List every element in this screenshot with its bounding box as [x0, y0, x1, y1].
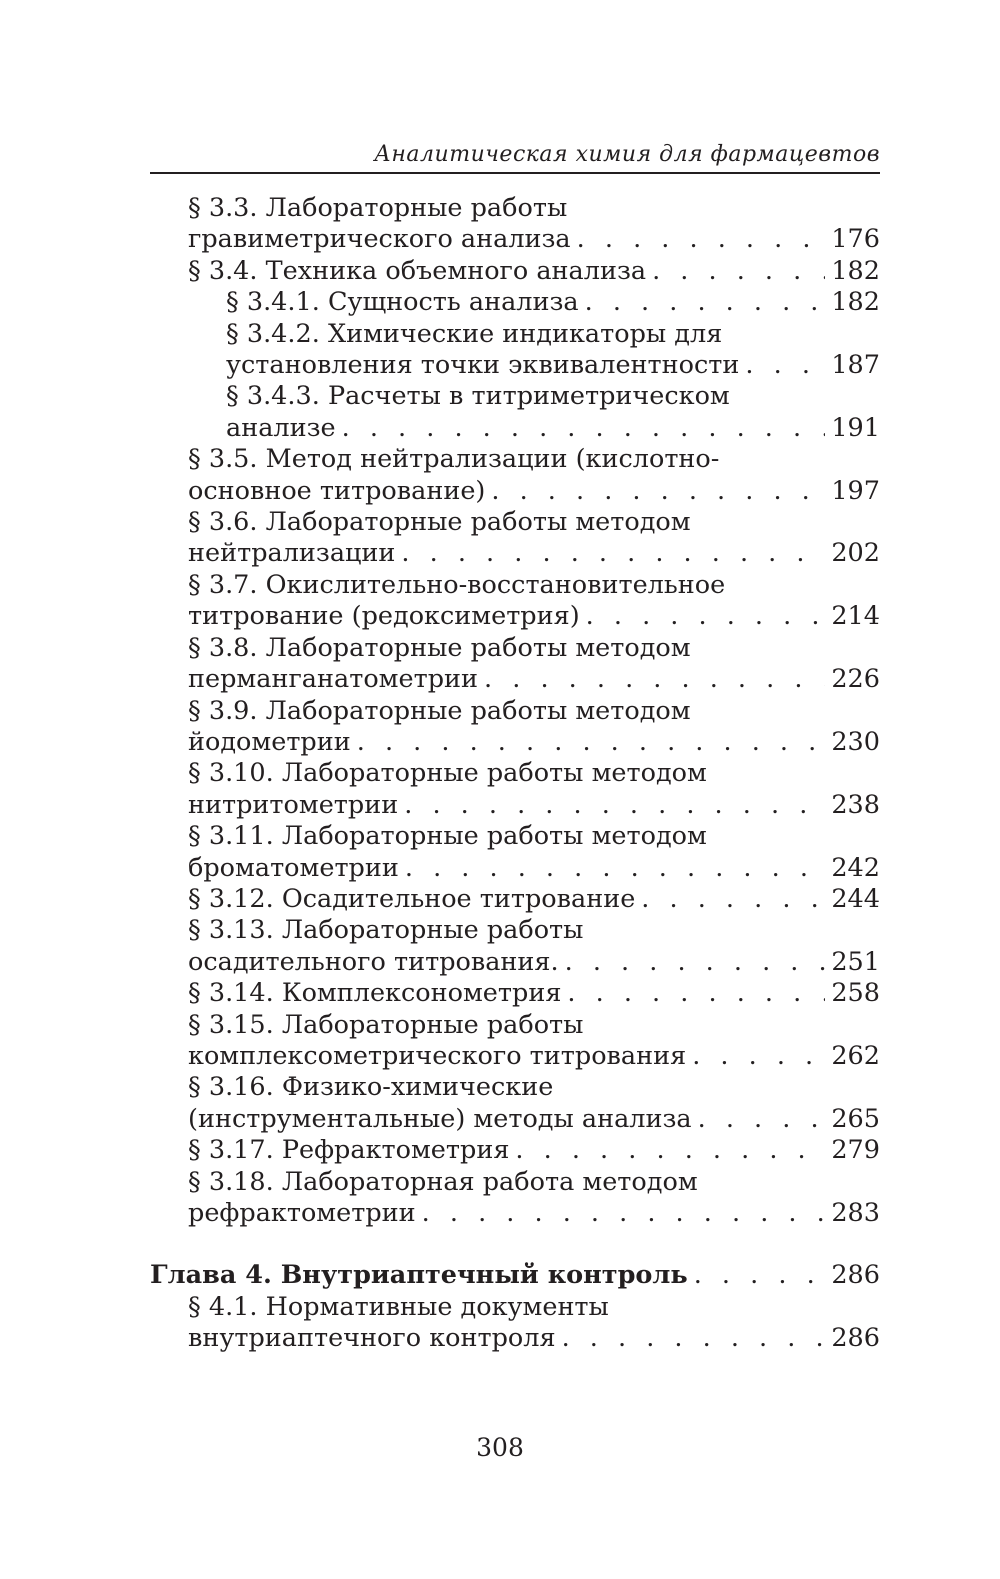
running-header: Аналитическая химия для фармацевтов [374, 142, 880, 167]
toc-entry-3-14[interactable] [150, 978, 880, 1009]
toc-page-number: 258 [831, 978, 880, 1009]
dot-leader [491, 476, 825, 507]
toc-entry-title: § 4.1. Нормативные документы [188, 1291, 609, 1322]
dot-leader [422, 1198, 826, 1229]
toc-entry-title: § 3.18. Лабораторная работа методом [188, 1166, 698, 1197]
toc-entry-title-cont: рефрактометрии [188, 1198, 416, 1228]
toc-entry-title: § 3.7. Окислительно-восстановительное [188, 569, 726, 600]
dot-leader [562, 1323, 826, 1354]
toc-page-number: 187 [831, 350, 880, 381]
toc-entry-title-cont: гравиметрического анализа [188, 224, 571, 255]
toc-page-number: 182 [831, 287, 880, 318]
toc-entry-3-8[interactable] [150, 633, 880, 696]
dot-leader [357, 727, 826, 758]
dot-leader [577, 224, 826, 255]
toc-entry-title: § 3.5. Метод нейтрализации (кислотно- [188, 444, 720, 475]
toc-page-number: 226 [831, 664, 880, 695]
toc-page-number: 279 [831, 1135, 880, 1166]
toc-page-number: 197 [831, 475, 880, 506]
toc-entry-3-4-1[interactable] [150, 287, 880, 318]
toc-entry-title-cont: комплексометрического титрования [188, 1040, 687, 1071]
toc-page-number: 242 [831, 852, 880, 883]
toc-entry-3-15[interactable] [150, 1010, 880, 1073]
toc-entry-title-cont: нейтрализации [188, 538, 396, 569]
toc-entry-title: § 3.9. Лабораторные работы методом [188, 695, 691, 726]
toc-entry-3-12[interactable] [150, 884, 880, 915]
toc-chapter-title: Глава 4. Внутриаптечный контроль [150, 1260, 688, 1291]
toc-page-number: 191 [831, 412, 880, 443]
toc-entry-title-cont: установления точки эквивалентности [226, 350, 740, 381]
toc-page-number: 283 [831, 1198, 880, 1228]
toc-entry-title: § 3.8. Лабораторные работы методом [188, 632, 691, 663]
toc-entry-title: § 3.4.3. Расчеты в титриметрическом [226, 381, 730, 412]
dot-leader [515, 1135, 825, 1166]
toc-entry-title-cont: перманганатометрии [188, 664, 479, 695]
toc-page-number: 286 [831, 1260, 880, 1291]
toc-entry-4-1[interactable] [150, 1292, 880, 1355]
dot-leader [567, 978, 825, 1009]
toc-entry-3-4-3[interactable] [150, 381, 880, 444]
dot-leader [342, 413, 826, 444]
toc-page-number: 182 [831, 255, 880, 286]
toc-entry-title: § 3.17. Рефрактометрия [188, 1135, 510, 1166]
toc-entry-title: § 3.12. Осадительное титрование [188, 883, 636, 914]
toc-entry-title-cont: основное титрование) [188, 475, 486, 506]
toc-entry-3-10[interactable] [150, 758, 880, 821]
dot-leader [565, 947, 826, 978]
toc-page-number: 244 [831, 883, 880, 914]
dot-leader [694, 1260, 826, 1291]
toc-entry-title: § 3.6. Лабораторные работы методом [188, 507, 691, 538]
dot-leader [585, 287, 826, 318]
toc-entry-3-4-2[interactable] [150, 319, 880, 382]
toc-entry-title: § 3.15. Лабораторные работы [188, 1009, 584, 1040]
toc-entry-title-cont: титрование (редоксиметрия) [188, 601, 580, 632]
toc-entry-title: § 3.16. Физико-химические [188, 1072, 554, 1103]
toc-entry-title-cont: анализе [226, 412, 336, 443]
toc-page-number: 262 [831, 1040, 880, 1071]
toc-entry-3-17[interactable] [150, 1135, 880, 1166]
toc-entry-3-6[interactable] [150, 507, 880, 570]
dot-leader [404, 790, 825, 821]
toc-entry-title-cont: нитритометрии [188, 789, 399, 820]
toc-entry-3-16[interactable] [150, 1072, 880, 1135]
dot-leader [652, 256, 825, 287]
toc-entry-title-cont: осадительного титрования. [188, 946, 559, 977]
toc-page-number: 238 [831, 789, 880, 820]
toc-entry-3-13[interactable] [150, 915, 880, 978]
toc-entry-title: § 3.3. Лабораторные работы [188, 193, 568, 223]
toc-entry-3-9[interactable] [150, 696, 880, 759]
toc-entry-title: § 3.13. Лабораторные работы [188, 915, 584, 946]
toc-page-number: 251 [831, 946, 880, 977]
toc-page-number: 214 [831, 601, 880, 632]
dot-leader [692, 1041, 825, 1072]
toc-entry-3-4[interactable] [150, 256, 880, 287]
toc-entry-title: § 3.4.2. Химические индикаторы для [226, 318, 723, 349]
dot-leader [745, 350, 825, 381]
header-rule [150, 172, 880, 174]
dot-leader [405, 853, 825, 884]
page-number: 308 [476, 1433, 524, 1462]
toc-entry-3-7[interactable] [150, 570, 880, 633]
toc-entry-title-cont: (инструментальные) методы анализа [188, 1103, 692, 1134]
dot-leader [698, 1104, 826, 1135]
dot-leader [401, 538, 825, 569]
toc-page-number: 230 [831, 726, 880, 757]
chapter-spacer [150, 1229, 880, 1260]
toc-entry-title: § 3.14. Комплексонометрия [188, 978, 562, 1009]
toc-entry-3-18[interactable] [150, 1167, 880, 1230]
toc-chapter-4[interactable] [150, 1260, 880, 1291]
toc-entry-3-11[interactable] [150, 821, 880, 884]
dot-leader [641, 884, 825, 915]
dot-leader [484, 664, 825, 695]
dot-leader [586, 601, 826, 632]
toc-page-number: 286 [831, 1323, 880, 1354]
table-of-contents [150, 193, 880, 1355]
toc-page-number: 265 [831, 1103, 880, 1134]
toc-entry-title-cont: внутриаптечного контроля [188, 1323, 556, 1354]
toc-entry-title-cont: броматометрии [188, 852, 399, 883]
toc-entry-title: § 3.11. Лабораторные работы методом [188, 821, 707, 852]
toc-entry-title-cont: йодометрии [188, 726, 351, 757]
toc-page-number: 176 [831, 224, 880, 255]
toc-page-number: 202 [831, 538, 880, 569]
toc-entry-3-5[interactable] [150, 444, 880, 507]
toc-entry-title: § 3.10. Лабораторные работы методом [188, 758, 707, 789]
toc-entry-title: § 3.4. Техника объемного анализа [188, 255, 647, 286]
toc-entry-title: § 3.4.1. Сущность анализа [226, 287, 579, 318]
toc-entry-3-3[interactable] [150, 193, 880, 256]
